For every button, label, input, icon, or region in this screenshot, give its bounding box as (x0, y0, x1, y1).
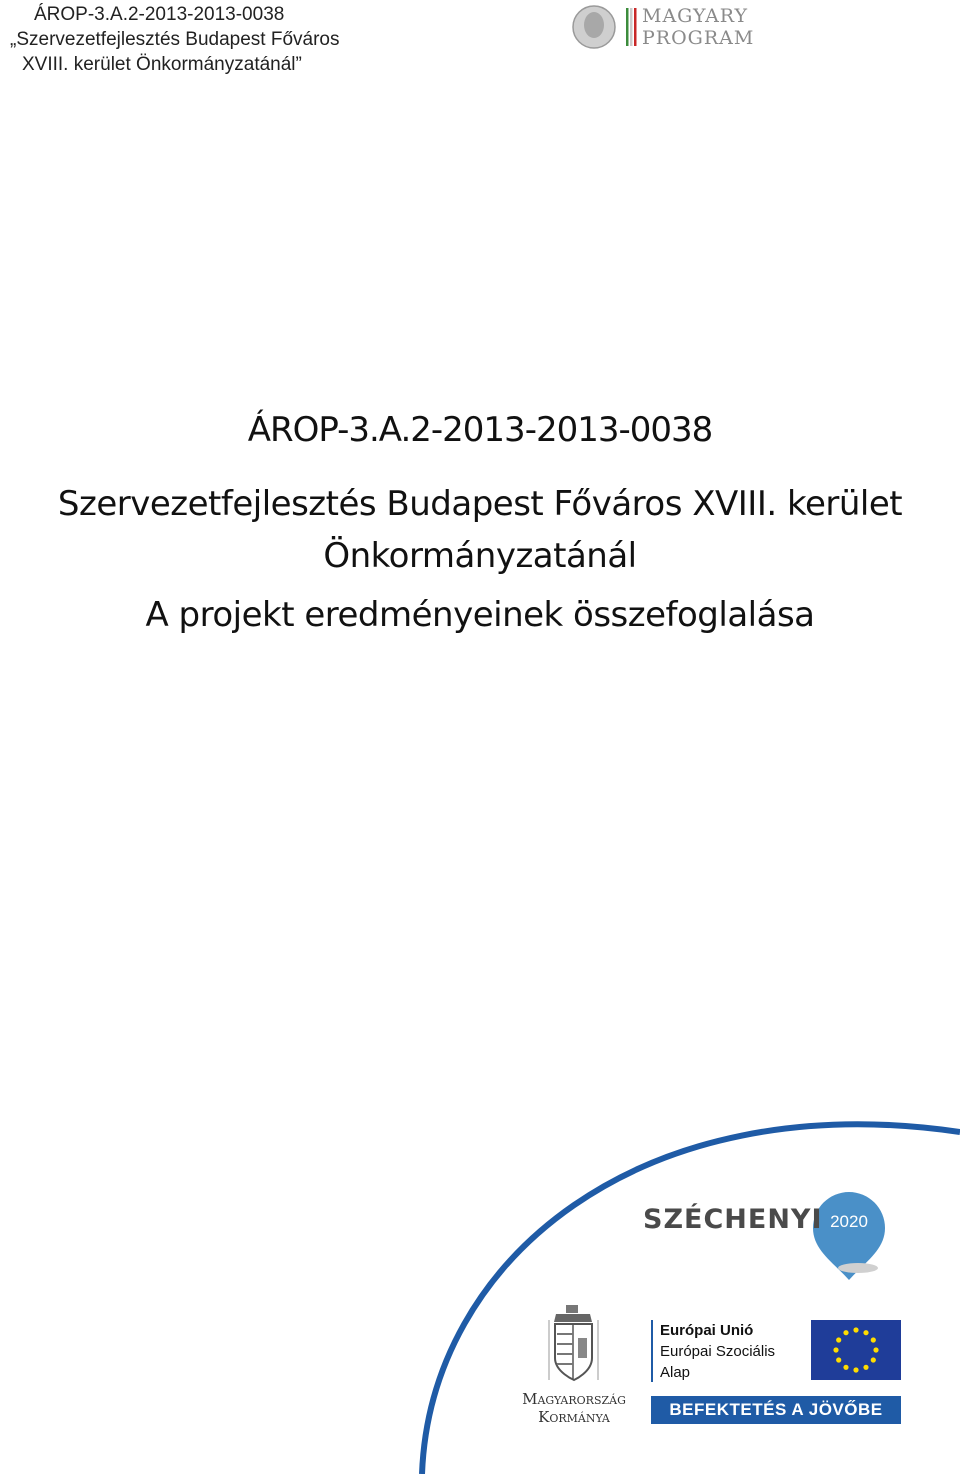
eu-star (843, 1365, 848, 1370)
eu-star (871, 1357, 876, 1362)
program-word: PROGRAM (642, 27, 755, 49)
eu-line3: Alap (660, 1364, 691, 1381)
eu-line1: Európai Unió (660, 1322, 754, 1339)
szechenyi-wordmark: SZÉCHENYI (643, 1204, 823, 1235)
project-code-title: ÁROP-3.A.2-2013-2013-0038 (247, 410, 713, 450)
eu-star (836, 1337, 841, 1342)
header-project-line: „Szervezetfejlesztés Budapest Főváros (10, 29, 340, 50)
government-wordmark (508, 1390, 640, 1426)
eu-star (863, 1330, 868, 1335)
eu-fund-text (660, 1320, 775, 1383)
government-line2: Kormánya (538, 1408, 610, 1426)
eu-star (843, 1330, 848, 1335)
szechenyi-pin-icon (813, 1192, 885, 1280)
header-code: ÁROP-3.A.2-2013-2013-0038 (34, 4, 285, 25)
coat-of-arms-icon (549, 1305, 598, 1380)
eu-star (871, 1337, 876, 1342)
eu-star (853, 1367, 858, 1372)
project-title-line2: Önkormányzatánál (323, 536, 637, 576)
magyary-word: MAGYARY (642, 5, 749, 27)
project-title-line1: Szervezetfejlesztés Budapest Főváros XVIII. kerület (57, 484, 903, 524)
eu-star (836, 1357, 841, 1362)
szechenyi-year: 2020 (830, 1212, 868, 1231)
header-municipality-line: XVIII. kerület Önkormányzatánál” (22, 54, 302, 75)
eu-star (853, 1327, 858, 1332)
eu-star (873, 1347, 878, 1352)
government-line1: Magyarország (522, 1390, 626, 1408)
eu-star (833, 1347, 838, 1352)
eu-star (863, 1365, 868, 1370)
eu-line2: Európai Szociális (660, 1343, 776, 1360)
document-subtitle: A projekt eredményeinek összefoglalása (145, 595, 815, 635)
eu-slogan-bar: BEFEKTETÉS A JÖVŐBE (651, 1396, 901, 1424)
